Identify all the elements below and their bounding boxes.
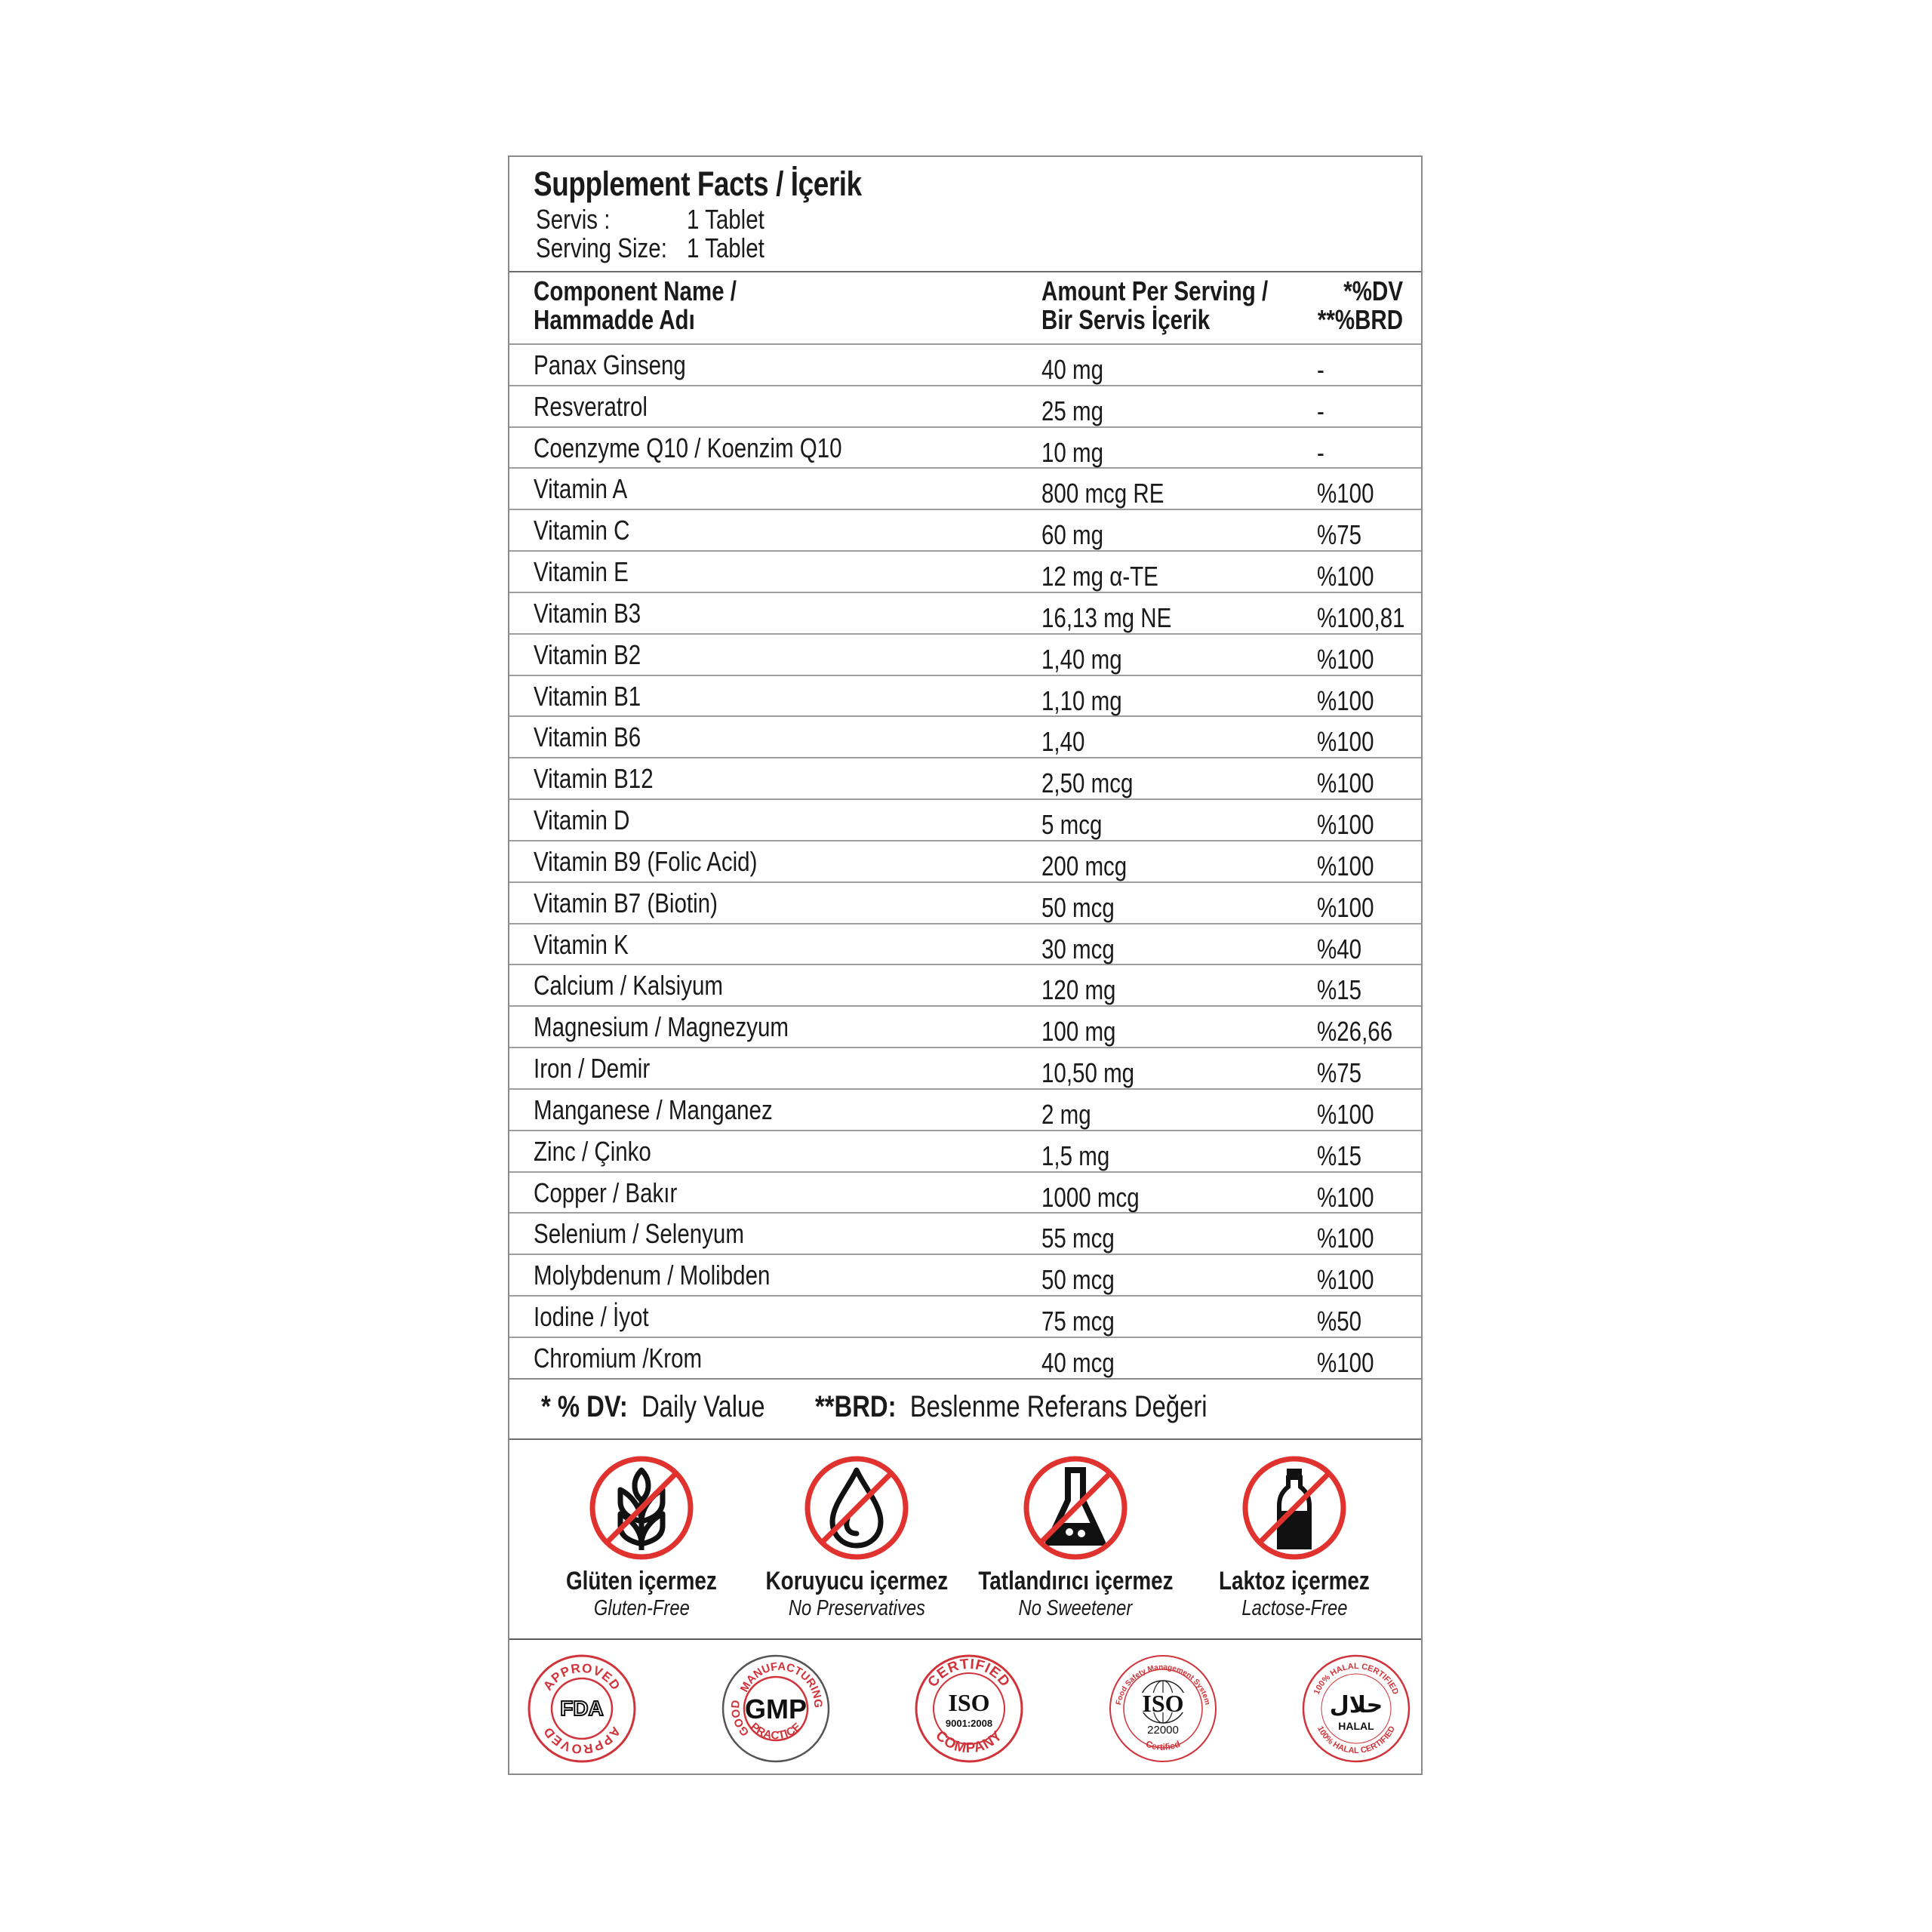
ingredient-dv-text: %100 (1317, 850, 1374, 881)
ingredient-amount-text: 40 mcg (1041, 1346, 1115, 1378)
ingredient-dv-text: %100 (1317, 478, 1374, 509)
ingredient-amount-text: 60 mg (1041, 519, 1104, 551)
table-row (509, 386, 1421, 428)
free-from-lactose (1174, 1440, 1415, 1621)
table-row (509, 552, 1421, 593)
ingredient-amount (1041, 561, 1184, 592)
ingredient-dv-text: %40 (1317, 933, 1362, 964)
ingredient-amount (1041, 437, 1117, 469)
ingredient-dv (1317, 934, 1371, 965)
ingredient-name (534, 970, 764, 1001)
ingredient-name (534, 804, 651, 836)
halal-center-text: HALAL (1338, 1720, 1374, 1732)
ingredient-amount-text: 12 mg α-TE (1041, 561, 1158, 592)
ingredient-dv-text: %75 (1317, 1057, 1362, 1089)
column-header-dv-line1: *%DV (1343, 275, 1403, 306)
fda-center-text: FDA (560, 1697, 604, 1720)
svg-text:100% HALAL CERTIFIED (1312, 1662, 1400, 1696)
ingredients-table (509, 345, 1421, 1380)
ingredient-dv (1317, 892, 1386, 924)
table-row (509, 1131, 1421, 1173)
ingredient-dv-text: %100 (1317, 643, 1374, 675)
ingredient-amount (1041, 395, 1117, 427)
ingredient-name (534, 556, 649, 588)
gmp-ring-bottom: PRACTICE (747, 1720, 804, 1743)
ingredient-name (534, 1053, 675, 1084)
ingredient-dv (1317, 768, 1386, 799)
free-from-gluten-en: Gluten-Free (593, 1596, 690, 1620)
ingredient-name-text: Copper / Bakır (534, 1177, 678, 1208)
ingredient-dv (1317, 644, 1386, 675)
ingredient-amount-text: 50 mcg (1041, 1264, 1115, 1296)
ingredient-amount (1041, 974, 1132, 1006)
gmp-badge (719, 1652, 832, 1765)
ingredient-dv (1317, 1057, 1371, 1089)
table-row (509, 510, 1421, 552)
ingredient-amount (1041, 1099, 1102, 1131)
ingredient-amount (1041, 851, 1146, 882)
serving-en-value: 1 Tablet (687, 232, 764, 263)
ingredient-name (534, 1136, 677, 1168)
iso9001-center-text: ISO (948, 1689, 990, 1716)
panel-title (534, 165, 934, 204)
ingredient-amount-text: 1,10 mg (1041, 685, 1122, 716)
iso-22000-badge (1106, 1652, 1220, 1765)
column-header-name (534, 277, 781, 334)
table-row (509, 883, 1421, 924)
ingredient-name (534, 846, 806, 878)
iso9001-ring-top: CERTIFIED (924, 1656, 1014, 1690)
ingredient-amount-text: 30 mcg (1041, 933, 1115, 964)
ingredient-name (534, 929, 649, 961)
table-row (509, 965, 1421, 1007)
ingredient-dv (1317, 851, 1386, 882)
ingredient-amount-text: 25 mg (1041, 395, 1104, 426)
ingredient-amount-text: 1,40 mg (1041, 643, 1122, 675)
panel-title-text: Supplement Facts / İçerik (534, 165, 862, 203)
gmp-ring-top: MANUFACTURING (737, 1660, 825, 1709)
ingredient-name (534, 598, 664, 629)
ingredient-amount-text: 120 mg (1041, 974, 1116, 1006)
ingredient-amount (1041, 934, 1131, 965)
table-row (509, 1090, 1421, 1131)
ingredient-name-text: Vitamin A (534, 473, 628, 505)
supplement-facts-panel (508, 155, 1423, 1775)
free-from-lactose-tr: Laktoz içermez (1219, 1567, 1370, 1595)
footnote-dv (541, 1390, 814, 1424)
table-row (509, 428, 1421, 469)
table-row (509, 469, 1421, 510)
ingredient-name (534, 1343, 739, 1374)
iso22000-center-text: ISO (1142, 1690, 1184, 1717)
iso-9001-badge (912, 1652, 1026, 1765)
ingredient-amount (1041, 1223, 1131, 1254)
iso9001-sub-text: 9001:2008 (945, 1718, 993, 1729)
table-row (509, 800, 1421, 841)
table-row (509, 1007, 1421, 1048)
ingredient-dv (1317, 395, 1326, 427)
table-row (509, 676, 1421, 718)
ingredient-dv (1317, 726, 1386, 758)
ingredient-dv-text: %15 (1317, 974, 1362, 1006)
fda-ring-bottom: APPROVED (540, 1724, 623, 1757)
ingredient-dv (1317, 809, 1386, 841)
table-row (509, 924, 1421, 966)
fda-approved-badge (525, 1652, 638, 1765)
ingredient-name-text: Vitamin B9 (Folic Acid) (534, 845, 758, 877)
ingredient-name (534, 1094, 825, 1126)
ingredient-amount-text: 800 mcg RE (1041, 478, 1164, 509)
iso22000-ring-top: Food Safety Management System (1114, 1663, 1212, 1706)
ingredient-amount (1041, 685, 1140, 717)
ingredient-dv (1317, 1016, 1409, 1048)
iso22000-sub-text: 22000 (1147, 1724, 1179, 1737)
ingredient-dv (1317, 1140, 1371, 1172)
free-from-sweetener-en: No Sweetener (1018, 1596, 1133, 1620)
ingredient-amount (1041, 1057, 1155, 1089)
ingredient-amount (1041, 1264, 1131, 1296)
ingredient-name-text: Vitamin B7 (Biotin) (534, 887, 718, 918)
ingredient-name (534, 1260, 822, 1291)
ingredient-dv-text: %100 (1317, 891, 1374, 923)
column-header-row (509, 272, 1421, 345)
ingredient-amount (1041, 892, 1131, 924)
ingredient-dv-text: %100 (1317, 726, 1374, 758)
ingredient-name (534, 349, 719, 381)
ingredient-dv (1317, 974, 1371, 1006)
iso22000-ring-bottom: Certified (1144, 1738, 1182, 1753)
table-row (509, 841, 1421, 883)
serving-en-label: Serving Size: (536, 232, 667, 263)
ingredient-name-text: Vitamin E (534, 556, 629, 588)
column-header-name-line2: Hammadde Adı (534, 304, 695, 335)
column-header-dv-line2: **%BRD (1317, 304, 1403, 335)
ingredient-amount-text: 75 mcg (1041, 1306, 1115, 1337)
ingredient-dv-text: %100 (1317, 685, 1374, 716)
table-row (509, 635, 1421, 676)
ingredient-dv-text: %100 (1317, 1223, 1374, 1254)
ingredient-dv-text: %15 (1317, 1140, 1362, 1171)
ingredient-dv (1317, 437, 1326, 469)
ingredient-name (534, 721, 664, 753)
ingredient-dv (1317, 1306, 1371, 1337)
footnote-dv-key: * % DV: (541, 1390, 628, 1423)
free-from-preservatives (736, 1440, 977, 1621)
halal-ring-top: 100% HALAL CERTIFIED (1312, 1661, 1401, 1697)
fda-ring-top: APPROVED (540, 1660, 623, 1694)
ingredient-amount (1041, 1140, 1124, 1172)
ingredient-dv (1317, 561, 1386, 592)
table-row (509, 345, 1421, 386)
table-row (509, 1173, 1421, 1214)
ingredient-name-text: Magnesium / Magnezyum (534, 1011, 789, 1043)
ingredient-dv-text: %26,66 (1317, 1016, 1393, 1048)
ingredient-name-text: Vitamin D (534, 804, 630, 836)
ingredient-dv-text: %100 (1317, 1181, 1374, 1213)
ingredient-amount (1041, 602, 1200, 634)
no-gluten-wheat-icon (587, 1454, 696, 1562)
ingredient-amount (1041, 354, 1117, 386)
footnote-brd-key: **BRD: (815, 1390, 897, 1423)
ingredient-dv-text: %100 (1317, 1098, 1374, 1130)
ingredient-dv-text: %100 (1317, 561, 1374, 592)
ingredient-dv (1317, 478, 1386, 509)
ingredient-amount-text: 50 mcg (1041, 891, 1115, 923)
serving-tr-value: 1 Tablet (687, 204, 764, 235)
ingredient-name-text: Calcium / Kalsiyum (534, 970, 723, 1001)
ingredient-name-text: Vitamin B12 (534, 763, 654, 795)
ingredient-dv-text: %100 (1317, 809, 1374, 841)
serving-tr-label: Servis : (536, 204, 611, 235)
ingredient-dv (1317, 1099, 1386, 1131)
ingredient-dv-text: - (1317, 395, 1324, 426)
ingredient-amount (1041, 809, 1115, 841)
ingredient-dv (1317, 1264, 1386, 1296)
svg-text:Certified (1144, 1739, 1181, 1752)
ingredient-amount-text: 16,13 mg NE (1041, 601, 1172, 633)
ingredient-dv (1317, 602, 1424, 634)
ingredient-name (534, 515, 651, 546)
free-from-gluten-tr: Glüten içermez (566, 1567, 717, 1595)
halal-arabic-text: حلال (1329, 1692, 1383, 1718)
column-header-amount-line1: Amount Per Serving / (1041, 275, 1269, 306)
table-row (509, 593, 1421, 635)
ingredient-name (534, 473, 648, 505)
ingredient-name (534, 888, 758, 919)
ingredient-name (534, 639, 664, 671)
ingredient-name-text: Resveratrol (534, 390, 648, 422)
ingredient-amount-text: 200 mcg (1041, 850, 1128, 881)
ingredient-amount-text: 100 mg (1041, 1016, 1116, 1048)
ingredient-name-text: Iodine / İyot (534, 1301, 649, 1333)
table-row (509, 1297, 1421, 1338)
gmp-center-text: GMP (744, 1694, 808, 1724)
ingredient-amount (1041, 726, 1094, 758)
ingredient-amount (1041, 1016, 1132, 1048)
ingredient-dv-text: %100 (1317, 1264, 1374, 1296)
column-header-amount (1041, 277, 1318, 334)
ingredient-name (534, 432, 909, 464)
footnote-dv-text: Daily Value (641, 1390, 765, 1423)
free-from-lactose-en: Lactose-Free (1241, 1596, 1348, 1620)
svg-text:COMPANY (932, 1727, 1005, 1756)
free-from-sweetener (955, 1440, 1196, 1621)
column-header-name-line1: Component Name / (534, 275, 737, 306)
ingredient-amount-text: 1,5 mg (1041, 1140, 1110, 1171)
halal-badge (1300, 1652, 1413, 1765)
ingredient-dv-text: %100 (1317, 1346, 1374, 1378)
ingredient-dv (1317, 354, 1326, 386)
table-row (509, 1048, 1421, 1090)
ingredient-name-text: Vitamin B1 (534, 680, 641, 712)
ingredient-amount-text: 40 mg (1041, 354, 1104, 385)
ingredient-dv (1317, 1347, 1386, 1379)
ingredient-name-text: Vitamin K (534, 928, 629, 960)
free-from-preservatives-en: No Preservatives (788, 1596, 925, 1620)
ingredient-amount-text: 2,50 mcg (1041, 768, 1134, 799)
footnote (509, 1380, 1421, 1440)
ingredient-amount (1041, 1182, 1161, 1214)
ingredient-dv (1317, 1223, 1386, 1254)
table-row (509, 717, 1421, 758)
ingredient-dv-text: - (1317, 436, 1324, 468)
table-row (509, 1338, 1421, 1380)
table-row (509, 758, 1421, 800)
ingredient-amount (1041, 768, 1153, 799)
ingredient-dv (1317, 519, 1371, 551)
ingredient-name-text: Coenzyme Q10 / Koenzim Q10 (534, 432, 842, 463)
ingredient-dv-text: %50 (1317, 1306, 1362, 1337)
ingredient-amount-text: 2 mg (1041, 1098, 1091, 1130)
ingredient-dv-text: %100,81 (1317, 601, 1405, 633)
ingredient-name-text: Vitamin B3 (534, 597, 641, 629)
ingredient-name-text: Selenium / Selenyum (534, 1218, 744, 1250)
ingredient-name-text: Zinc / Çinko (534, 1135, 651, 1167)
ingredient-name-text: Vitamin C (534, 515, 630, 546)
ingredient-dv-text: %75 (1317, 519, 1362, 551)
no-preservatives-drop-icon (802, 1454, 911, 1562)
ingredient-name (534, 1301, 674, 1333)
ingredient-amount-text: 55 mcg (1041, 1223, 1115, 1254)
footnote-brd-text: Beslenme Referans Değeri (909, 1390, 1208, 1423)
ingredient-name (534, 763, 679, 795)
ingredient-amount (1041, 644, 1140, 675)
ingredient-amount-text: 1000 mcg (1041, 1181, 1140, 1213)
ingredient-name (534, 1218, 790, 1250)
ingredient-dv (1317, 1182, 1386, 1214)
ingredient-name-text: Vitamin B2 (534, 638, 641, 670)
ingredient-name-text: Chromium /Krom (534, 1342, 703, 1374)
ingredient-amount-text: 1,40 (1041, 726, 1085, 758)
ingredient-amount-text: 10,50 mg (1041, 1057, 1135, 1089)
free-from-preservatives-tr: Koruyucu içermez (765, 1567, 948, 1595)
iso9001-ring-bottom: COMPANY (932, 1727, 1006, 1757)
halal-ring-bottom: 100% HALAL CERTIFIED (1315, 1724, 1398, 1756)
ingredient-amount (1041, 1306, 1131, 1337)
ingredient-name-text: Vitamin B6 (534, 721, 641, 753)
certification-badges (509, 1640, 1421, 1775)
ingredient-amount (1041, 478, 1191, 509)
ingredient-name-text: Manganese / Manganez (534, 1094, 773, 1125)
ingredient-amount (1041, 519, 1117, 551)
free-from-gluten (521, 1440, 762, 1621)
ingredient-name (534, 391, 672, 423)
ingredient-amount (1041, 1347, 1131, 1379)
panel-header (509, 157, 1421, 272)
ingredient-amount-text: 5 mcg (1041, 809, 1103, 841)
no-lactose-bottle-icon (1240, 1454, 1349, 1562)
footnote-brd (815, 1390, 1294, 1424)
ingredient-dv (1317, 685, 1386, 717)
ingredient-name (534, 1177, 709, 1209)
ingredient-dv-text: %100 (1317, 768, 1374, 799)
ingredient-name (534, 681, 664, 712)
column-header-amount-line2: Bir Servis İçerik (1041, 304, 1211, 335)
free-from-icons (509, 1440, 1421, 1640)
ingredient-name (534, 1011, 844, 1043)
table-row (509, 1214, 1421, 1255)
table-row (509, 1255, 1421, 1297)
no-sweetener-flask-icon (1021, 1454, 1130, 1562)
ingredient-name-text: Iron / Demir (534, 1053, 651, 1084)
ingredient-dv-text: - (1317, 354, 1324, 385)
ingredient-amount-text: 10 mg (1041, 436, 1104, 468)
ingredient-name-text: Molybdenum / Molibden (534, 1260, 771, 1291)
gmp-ring-left: GOOD (729, 1700, 752, 1739)
ingredient-name-text: Panax Ginseng (534, 349, 686, 380)
free-from-sweetener-tr: Tatlandırıcı içermez (977, 1567, 1174, 1595)
column-header-dv (1299, 277, 1403, 334)
